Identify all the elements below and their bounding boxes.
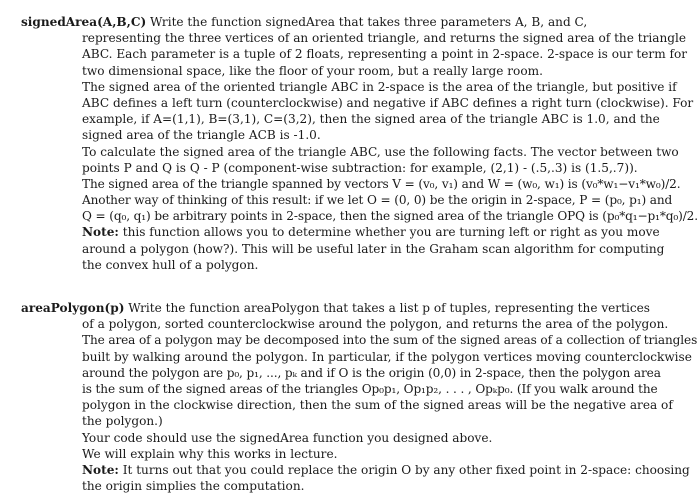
paragraph-line: the polygon.) bbox=[82, 414, 163, 429]
paragraph-line: ABC. Each parameter is a tuple of 2 floats, representing a point in 2-space. 2-space is our term for bbox=[82, 47, 688, 62]
paragraph-line: We will explain why this works in lecture. bbox=[82, 446, 338, 461]
note-label: Note: bbox=[82, 462, 119, 477]
paragraph-line: The area of a polygon may be decomposed into the sum of the signed areas of a collection of triangles bbox=[82, 333, 698, 348]
paragraph-line: around the polygon are p₀, p₁, ..., pₖ and if O is the origin (0,0) in 2-space, then the polygon area bbox=[82, 365, 661, 380]
paragraph-line: the convex hull of a polygon. bbox=[82, 257, 259, 272]
area-polygon-section bbox=[21, 300, 698, 494]
paragraph-line: ABC defines a left turn (counterclockwise) and negative if ABC defines a right turn (clockwise). For bbox=[82, 95, 694, 110]
paragraph-line: polygon in the clockwise direction, then the sum of the signed areas will be the negative area of bbox=[82, 398, 673, 413]
paragraph-line: the origin simplies the computation. bbox=[82, 479, 305, 494]
function-heading: areaPolygon(p) bbox=[21, 301, 125, 315]
function-heading: signedArea(A,B,C) bbox=[21, 15, 147, 29]
paragraph-line: built by walking around the polygon. In particular, if the polygon vertices moving counterclockwise bbox=[82, 349, 692, 364]
signed-area-section bbox=[21, 14, 698, 273]
paragraph-line: Q = (q₀, q₁) be arbitrary points in 2-space, then the signed area of the triangle OPQ is (p₀*q₁−p₁*q₀)/2. bbox=[82, 209, 698, 224]
paragraph-line: points P and Q is Q - P (component-wise subtraction: for example, (2,1) - (.5,.3) is (1.5,.7)). bbox=[82, 160, 638, 175]
paragraph-line: To calculate the signed area of the triangle ABC, use the following facts. The vector between two bbox=[82, 144, 679, 159]
paragraph-line: representing the three vertices of an oriented triangle, and returns the signed area of the triangle bbox=[82, 31, 686, 46]
paragraph-line: Another way of thinking of this result: if we let O = (0, 0) be the origin in 2-space, P = (p₀, p₁) and bbox=[82, 193, 673, 208]
paragraph-line: Note: this function allows you to determine whether you are turning left or right as you move bbox=[82, 225, 660, 240]
paragraph-line: Note: It turns out that you could replace the origin O by any other fixed point in 2-space: choosing bbox=[82, 462, 690, 477]
paragraph-line: signedArea(A,B,C) Write the function signedArea that takes three parameters A, B, and C, bbox=[21, 15, 588, 29]
paragraph-line: around a polygon (how?). This will be useful later in the Graham scan algorithm for computing bbox=[82, 241, 665, 256]
paragraph-line: example, if A=(1,1), B=(3,1), C=(3,2), then the signed area of the triangle ABC is 1.0, and the bbox=[82, 112, 660, 127]
paragraph-line: The signed area of the oriented triangle ABC in 2-space is the area of the triangle, but positive if bbox=[82, 79, 677, 94]
paragraph-line: The signed area of the triangle spanned by vectors V = (v₀, v₁) and W = (w₀, w₁) is (v₀*w₁−v₁*w₀)/2. bbox=[82, 176, 681, 191]
paragraph-line: two dimensional space, like the floor of your room, but a really large room. bbox=[82, 63, 543, 78]
paragraph-line: areaPolygon(p) Write the function areaPolygon that takes a list p of tuples, representing the vertices bbox=[21, 301, 650, 315]
paragraph-line: of a polygon, sorted counterclockwise around the polygon, and returns the area of the polygon. bbox=[82, 317, 669, 332]
paragraph-line: Your code should use the signedArea function you designed above. bbox=[82, 430, 493, 445]
paragraph-line: signed area of the triangle ACB is -1.0. bbox=[82, 128, 321, 143]
paragraph-line: is the sum of the signed areas of the triangles Op₀p₁, Op₁p₂, . . . , Opₖp₀. (If you walk around the bbox=[82, 381, 658, 396]
note-label: Note: bbox=[82, 225, 119, 240]
